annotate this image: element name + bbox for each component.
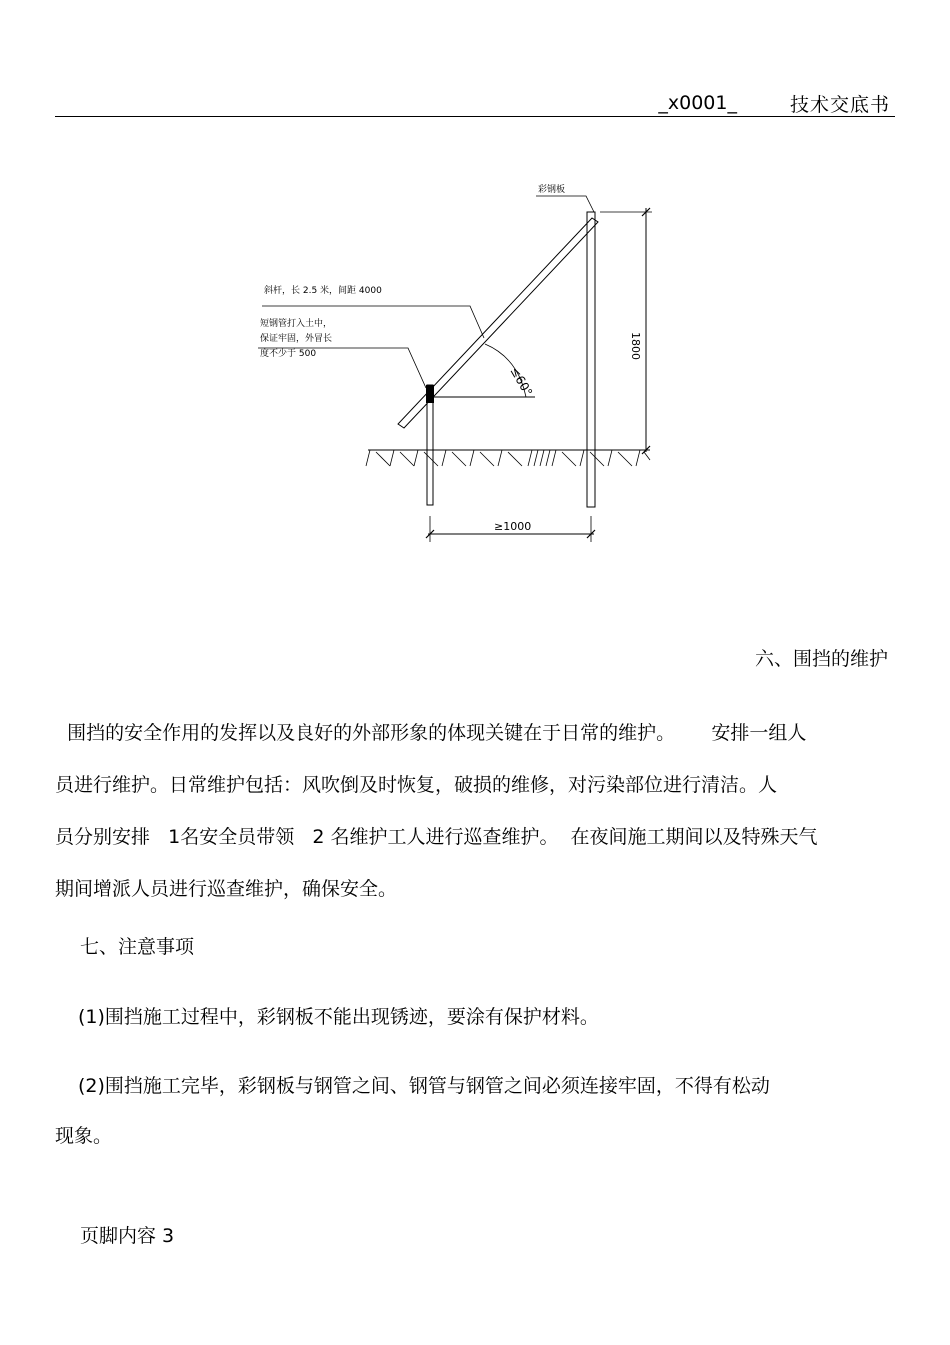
header-code: _x0001_ — [658, 92, 737, 114]
label-stake-line-1: 短钢管打入土中， — [260, 319, 333, 329]
angle-label: ≤60° — [507, 364, 536, 399]
paragraph-line: 期间增派人员进行巡查维护，确保安全。 — [55, 878, 398, 900]
paragraph-line: 围挡的安全作用的发挥以及良好的外部形象的体现关键在于日常的维护。 安排一组人 — [55, 722, 807, 744]
bottom-dim-label: ≥1000 — [494, 520, 532, 533]
label-brace: 斜杆，长 2.5 米，间距 4000 — [264, 286, 382, 296]
note-item-1: (1)围挡施工过程中，彩钢板不能出现锈迹，要涂有保护材料。 — [78, 1006, 599, 1028]
section-7-title: 七、注意事项 — [80, 936, 195, 958]
page-footer: 页脚内容 3 — [80, 1225, 175, 1247]
page-header — [55, 88, 895, 117]
note-item-2-continued: 现象。 — [55, 1125, 113, 1147]
ground-hatch — [366, 450, 650, 466]
paragraph-line: 员进行维护。日常维护包括：风吹倒及时恢复，破损的维修，对污染部位进行清洁。人 — [55, 774, 778, 796]
leader-panel — [536, 196, 594, 212]
header-title: 技术交底书 — [789, 94, 890, 116]
label-panel: 彩钢板 — [538, 185, 566, 195]
section-6-title: 六、围挡的维护 — [754, 648, 888, 670]
paragraph-line: 员分别安排 1名安全员带领 2 名维护工人进行巡查维护。 在夜间施工期间以及特殊天气 — [55, 826, 818, 848]
label-stake-line-3: 度不少于 500 — [260, 349, 317, 359]
main-post — [587, 212, 595, 507]
label-stake-line-2: 保证牢固，外冒长 — [260, 334, 333, 344]
note-item-2: (2)围挡施工完毕，彩钢板与钢管之间、钢管与钢管之间必须连接牢固，不得有松动 — [78, 1075, 770, 1097]
section-6-paragraph — [55, 707, 895, 915]
diagram-svg — [260, 170, 670, 550]
height-dim-label: 1800 — [629, 332, 642, 360]
hoarding-diagram — [260, 170, 670, 550]
